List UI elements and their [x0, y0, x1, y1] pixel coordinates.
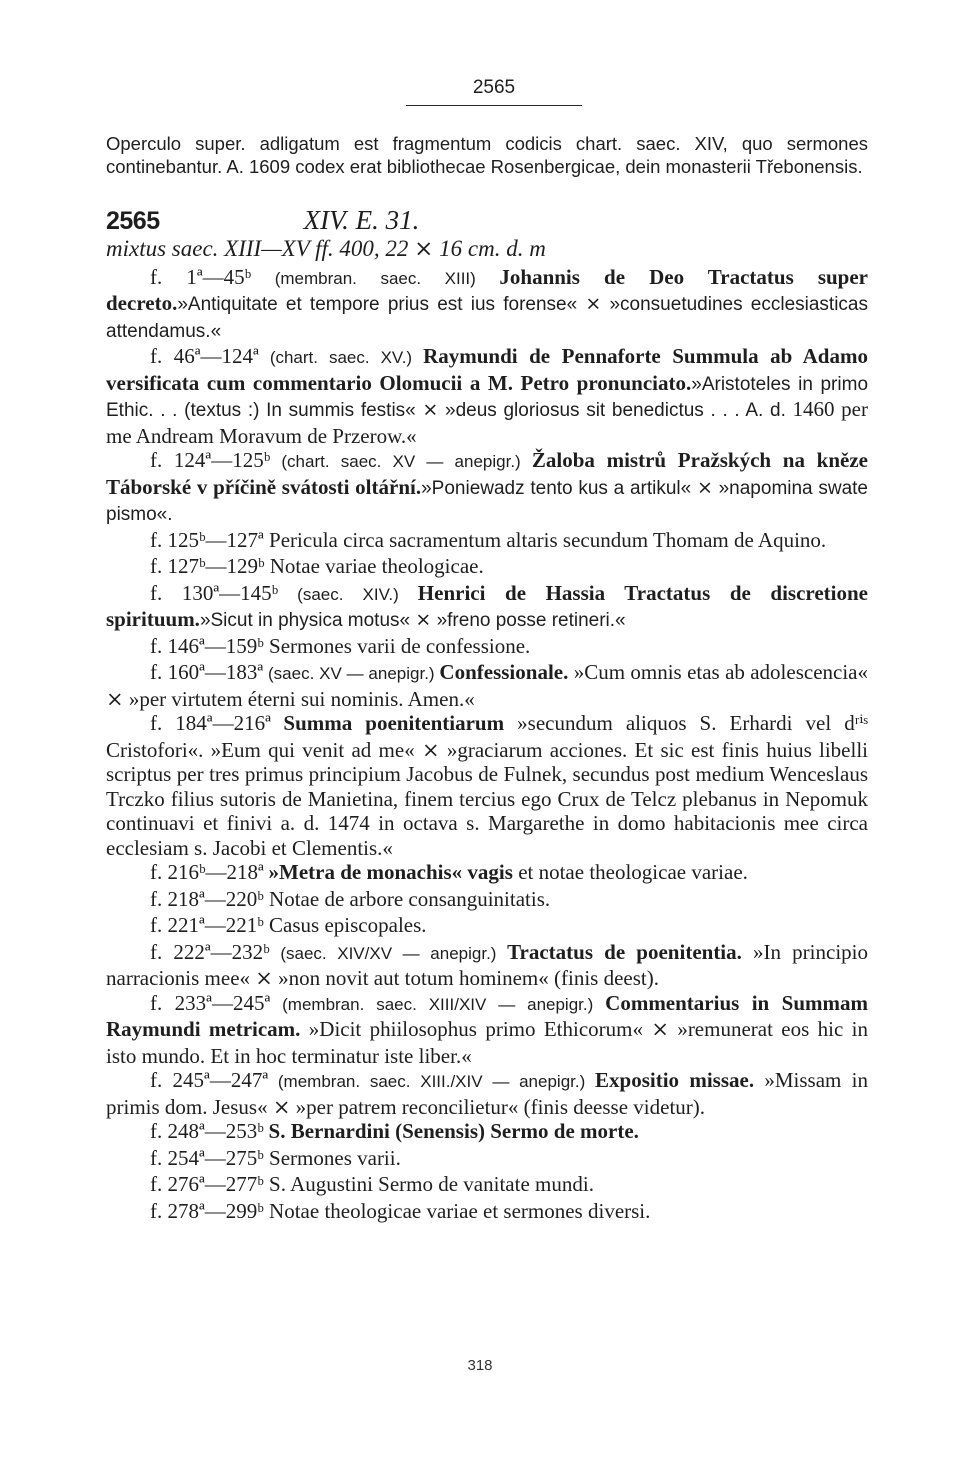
entry-text: Pericula circa sacramentum altaris secundum Thomam de Aquino. — [263, 527, 827, 552]
contents-entry — [106, 913, 868, 940]
entry-meta: (membran. saec. XIII/XIV — anepigr.) — [270, 994, 606, 1014]
entry-text: Notae theologicae variae et sermones diversi. — [263, 1198, 651, 1223]
entry-incipit: »Sicut in physica motus« ⨯ »freno posse retineri.« — [199, 610, 626, 631]
entry-title: Confessionale. — [439, 660, 569, 684]
folio-range: f. 127ᵇ—129ᵇ — [150, 554, 265, 578]
entry-text: »Dicit phiilosophus primo Ethicorum« ⨯ »remunerat eos hic in isto mundo. Et in hoc terminatur iste liber.« — [106, 1017, 868, 1068]
folio-range: f. 233ª—245ª — [150, 990, 271, 1015]
contents-entry — [106, 1146, 868, 1173]
entry-title: Johannis de Deo Tractatus super decreto. — [106, 264, 868, 315]
entry-text: Sermones varii. — [263, 1145, 401, 1170]
contents-entry — [106, 660, 868, 711]
entry-text: »Cum omnis etas ab adolescencia« ⨯ »per virtutem éterni sui nominis. Amen.« — [106, 660, 869, 711]
entry-meta: (chart. saec. XV.) — [258, 348, 424, 367]
contents-entry — [106, 860, 868, 887]
entry-title: Expositio missae. — [595, 1068, 755, 1092]
contents-entry — [106, 634, 868, 661]
folio-range: f. 221ª—221ᵇ — [150, 913, 264, 937]
folio-range: f. 125ᵇ—127ª — [150, 527, 264, 552]
folio-range: f. 46ª—124ª — [150, 344, 259, 368]
folio-range: f. 276ª—277ᵇ — [150, 1172, 264, 1196]
folio-range: f. 222ª—232ᵇ — [150, 939, 270, 964]
contents-entry — [106, 711, 868, 860]
contents-entry — [106, 1119, 868, 1146]
entry-text: S. Augustini Sermo de vanitate mundi. — [263, 1172, 594, 1196]
entry-text: Sermones varii de confessione. — [263, 633, 531, 658]
folio-range: f. 278ª—299ᵇ — [150, 1198, 264, 1223]
entry-title: Henrici de Hassia Tractatus de discretione spirituum. — [106, 580, 868, 631]
entry-title: Žaloba mistrů Pražských na kněze Táborské v příčině svátosti oltářní. — [106, 448, 868, 499]
record-heading — [106, 204, 868, 235]
entry-text: »Missam in primis dom. Jesus« ⨯ »per patrem reconcilietur« (finis deesse videtur). — [106, 1068, 869, 1119]
entry-title: Tractatus de poenitentia. — [507, 939, 742, 964]
folio-range: f. 245ª—247ª — [150, 1068, 269, 1092]
entry-meta: (saec. XIV.) — [278, 584, 418, 604]
contents-entry — [106, 887, 868, 914]
contents-entry — [106, 528, 868, 555]
contents-entry — [106, 448, 868, 528]
entry-incipit: »Poniewadz tento kus a artikul« ⨯ »napomina swate pismo«. — [106, 477, 868, 525]
entry-meta: (saec. XV — anepigr.) — [263, 664, 440, 683]
entry-incipit: »Antiquitate et tempore prius est ius forense« ⨯ »consuetudines ecclesiasticas attendamus.« — [106, 294, 868, 342]
entry-text: Notae de arbore consanguinitatis. — [263, 886, 551, 911]
entry-meta: (chart. saec. XV — anepigr.) — [270, 452, 532, 471]
entry-meta: (saec. XIV/XV — anepigr.) — [269, 943, 508, 963]
running-head: 2565 — [406, 76, 582, 106]
intro-paragraph: Operculo super. adligatum est fragmentum codicis chart. saec. XIV, quo sermones continebantur. A. 1609 codex erat bibliothecae Rosenbergicae, dein monasterii Třebonensis. — [106, 132, 868, 177]
entry-text: Casus episcopales. — [263, 913, 427, 937]
entry-meta: (membran. saec. XIII) — [251, 268, 500, 288]
entry-title: Raymundi de Pennaforte Summula ab Adamo versificata cum commentario Olomucii a M. Petro pronunciato. — [106, 344, 868, 395]
entry-text: »secundum aliquos S. Erhardi vel dʳⁱˢ Cristofori«. »Eum qui venit ad me« ⨯ »graciarum acciones. Et sic est finis huius libelli scriptus per tres primus principium Jacobus de Fulnek, secundus post medium Wenceslaus Trczko filius sutoris de Manietina, finem tercius ego Crux de Telcz plebanus in Nepomuk continuavi et finivi a. d. 1474 in octava s. Margarethe in domo habitacionis mee circa ecclesiam s. Jacobi et Clementis.« — [106, 711, 868, 860]
page-number: 318 — [467, 1357, 493, 1374]
contents-entry — [106, 581, 868, 634]
entry-title: Commentarius in Summam Raymundi metricam. — [106, 990, 868, 1041]
folio-range: f. 254ª—275ᵇ — [150, 1145, 264, 1170]
folio-range: f. 130ª—145ᵇ — [150, 580, 279, 605]
contents-list — [106, 265, 868, 1226]
folio-range: f. 124ª—125ᵇ — [150, 448, 271, 472]
entry-incipit: »Aristoteles in primo Ethic. . . (textus :) In summis festis« ⨯ »deus gloriosus sit benedictus . . . A. d. — [106, 373, 869, 421]
contents-entry — [106, 1199, 868, 1226]
entry-text: »In principio narracionis mee« ⨯ »non novit aut totum hominem« (finis deest). — [106, 939, 869, 990]
catalogue-number: 2565 — [106, 206, 160, 235]
entry-meta: (membran. saec. XIII./XIV — anepigr.) — [268, 1072, 596, 1091]
contents-entry — [106, 991, 868, 1069]
entry-text: 1460 per me Andream Moravum de Przerow.« — [106, 397, 868, 448]
entry-text: et notae theologicae variae. — [512, 860, 748, 884]
entry-title: S. Bernardini (Senensis) Sermo de morte. — [268, 1119, 639, 1143]
contents-entry — [106, 1068, 868, 1119]
contents-entry — [106, 344, 868, 448]
folio-range: f. 184ª—216ª — [150, 711, 271, 735]
folio-range: f. 248ª—253ᵇ — [150, 1119, 264, 1143]
folio-range: f. 1ª—45ᵇ — [150, 264, 252, 289]
physical-description: mixtus saec. XIII—XV ff. 400, 22 ⨯ 16 cm. d. m — [106, 236, 546, 261]
entry-title: »Metra de monachis« vagis — [268, 860, 513, 884]
entry-meta — [271, 715, 284, 734]
shelfmark: XIV. E. 31. — [303, 204, 420, 235]
entry-title: Summa poenitentiarum — [283, 711, 505, 735]
contents-entry — [106, 554, 868, 581]
folio-range: f. 216ᵇ—218ª — [150, 860, 264, 884]
folio-range: f. 160ª—183ª — [150, 660, 264, 684]
contents-entry — [106, 940, 868, 991]
entry-text: Notae variae theologicae. — [264, 554, 484, 578]
folio-range: f. 146ª—159ᵇ — [150, 633, 264, 658]
folio-range: f. 218ª—220ᵇ — [150, 886, 264, 911]
contents-entry — [106, 1172, 868, 1199]
contents-entry — [106, 265, 868, 345]
